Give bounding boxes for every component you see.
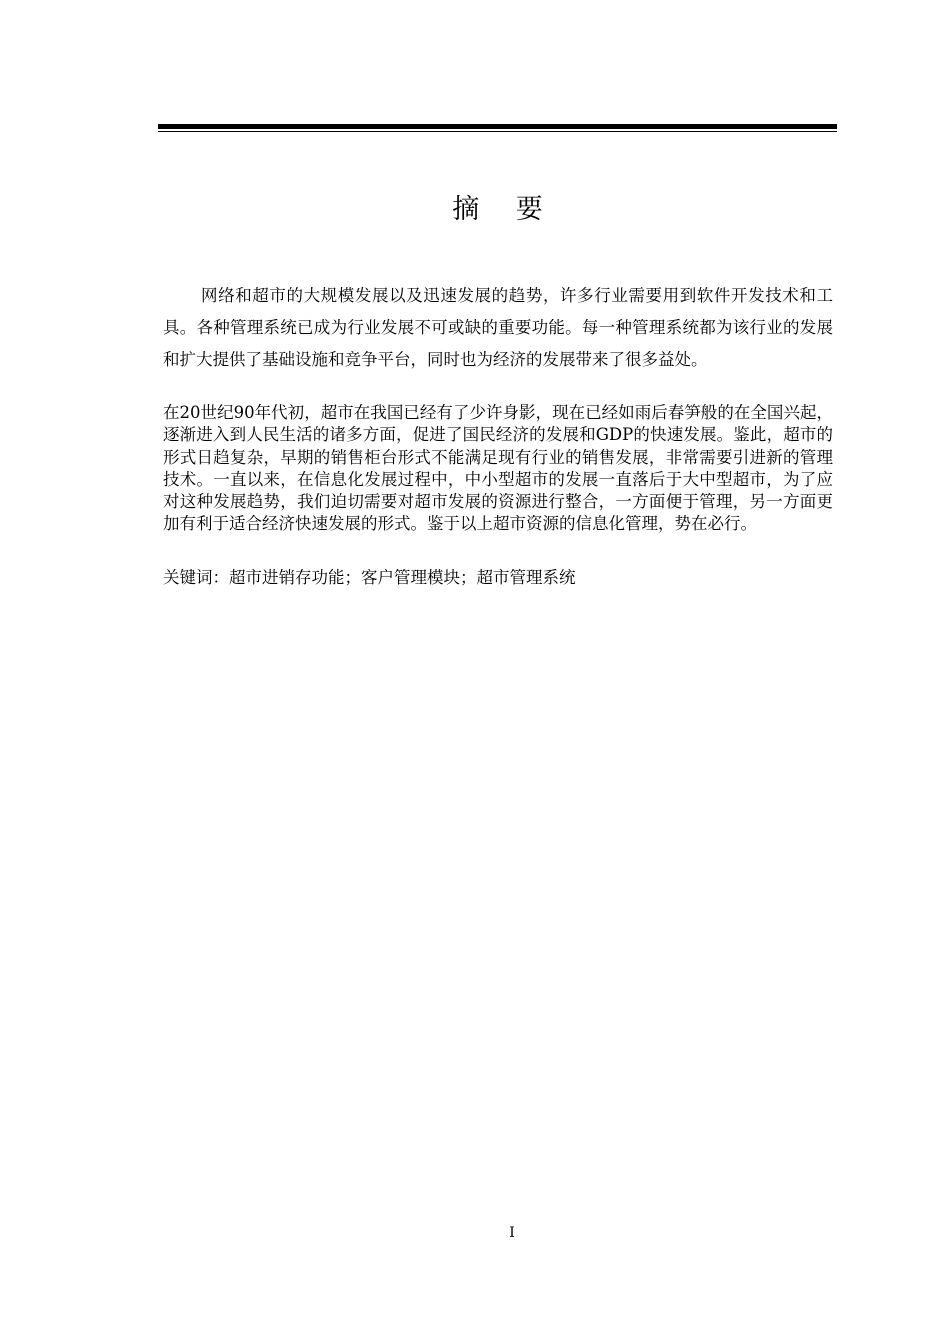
abstract-paragraph-1: 网络和超市的大规模发展以及迅速发展的趋势，许多行业需要用到软件开发技术和工具。各种管理系统已成为行业发展不可或缺的重要功能。每一种管理系统都为该行业的发展和扩大提供了基础设施和竞争平台，同时也为经济的发展带来了很多益处。 (163, 286, 833, 369)
page-title: 摘 要 (452, 194, 557, 225)
header-rule-thin (158, 131, 837, 132)
keywords-label: 关键词： (163, 568, 229, 587)
header-rule-thick (158, 124, 837, 129)
page-number: I (509, 1225, 515, 1241)
keywords-value: 超市进销存功能；客户管理模块；超市管理系统 (229, 568, 576, 587)
keywords-line (163, 566, 833, 590)
abstract-paragraph-2: 在20世纪90年代初，超市在我国已经有了少许身影，现在已经如雨后春笋般的在全国兴起，逐渐进入到人民生活的诸多方面，促进了国民经济的发展和GDP的快速发展。鉴此，超市的形式日趋复杂，早期的销售柜台形式不能满足现有行业的销售发展，非常需要引进新的管理技术。一直以来，在信息化发展过程中，中小型超市的发展一直落后于大中型超市，为了应对这种发展趋势，我们迫切需要对超市发展的资源进行整合，一方面便于管理，另一方面更加有利于适合经济快速发展的形式。鉴于以上超市资源的信息化管理，势在必行。 (163, 403, 833, 534)
